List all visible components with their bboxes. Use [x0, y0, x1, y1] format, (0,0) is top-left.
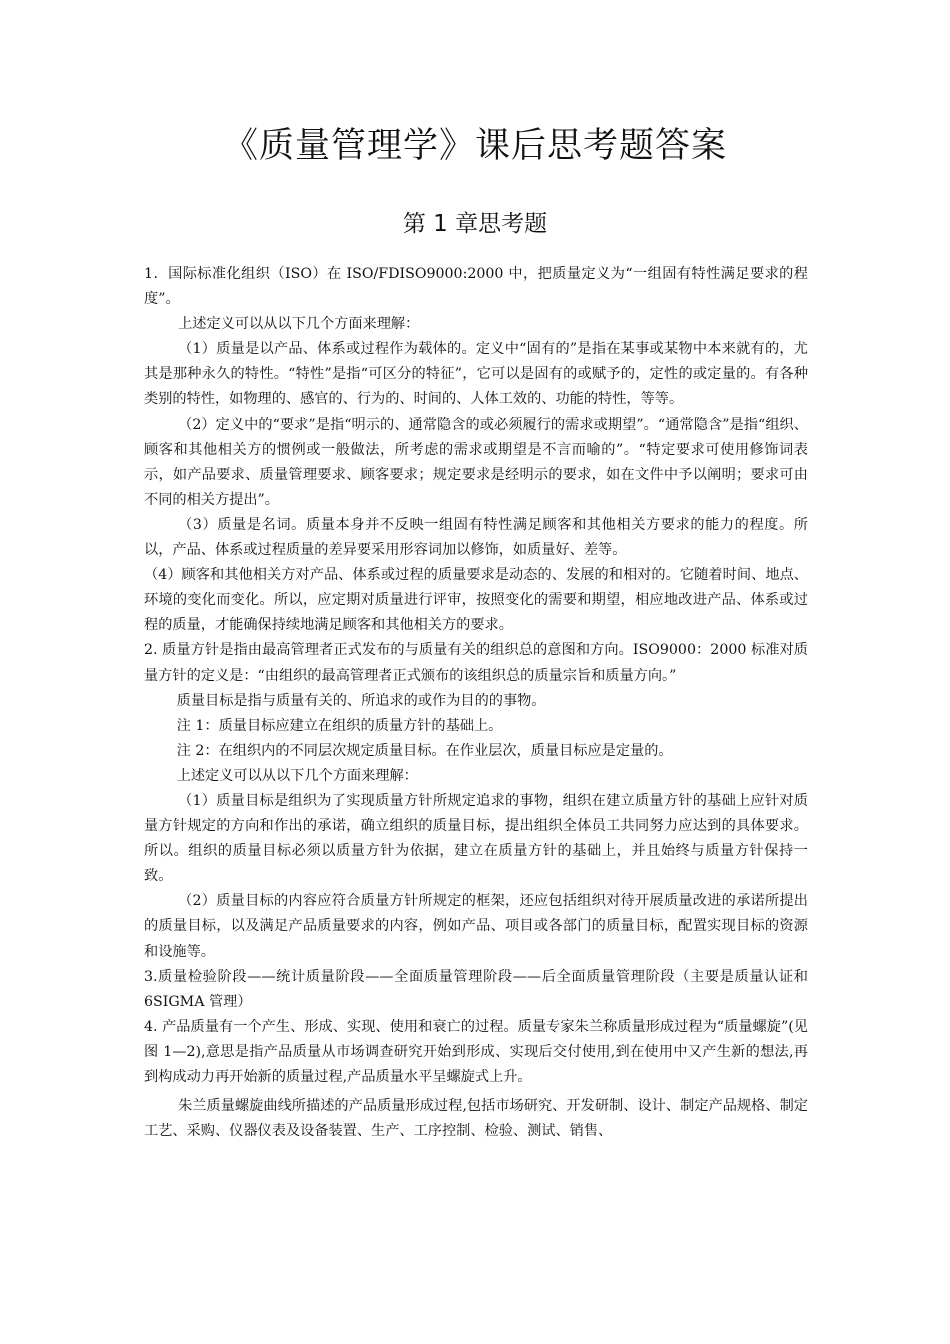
- paragraph-8: 质量目标是指与质量有关的、所追求的或作为目的的事物。: [176, 692, 546, 709]
- paragraph-1: 1．国际标准化组织（ISO）在 ISO/FDISO9000:2000 中，把质量定义为“一组固有特性满足要求的程度”。: [144, 266, 808, 308]
- document-body: [144, 262, 808, 1144]
- paragraph-14: 3.质量检验阶段——统计质量阶段——全面质量管理阶段——后全面质量管理阶段（主要是质量认证和 6SIGMA 管理）: [144, 968, 808, 1010]
- paragraph-10: 注 2：在组织内的不同层次规定质量目标。在作业层次，质量目标应是定量的。: [176, 742, 673, 759]
- chapter-heading: 第 1 章思考题: [402, 211, 548, 237]
- paragraph-11: 上述定义可以从以下几个方面来理解：: [176, 767, 418, 784]
- paragraph-15: 4. 产品质量有一个产生、形成、实现、使用和衰亡的过程。质量专家朱兰称质量形成过程为“质量螺旋”(见图 1—2),意思是指产品质量从市场调查研究开始到形成、实现后交付使用,到在使用中又产生新的想法,再到构成动力再开始新的质量过程,产品质量水平呈螺旋式上升。: [144, 1018, 808, 1085]
- paragraph-16: 朱兰质量螺旋曲线所描述的产品质量形成过程,包括市场研究、开发研制、设计、制定产品规格、制定工艺、采购、仪器仪表及设备装置、生产、工序控制、检验、测试、销售、: [144, 1098, 808, 1140]
- paragraph-6: （4）顾客和其他相关方对产品、体系或过程的质量要求是动态的、发展的和相对的。它随着时间、地点、环境的变化而变化。所以，应定期对质量进行评审，按照变化的需要和期望，相应地改进产品、体系或过程的质量，才能确保持续地满足顾客和其他相关方的要求。: [144, 567, 808, 634]
- document-title: 《质量管理学》课后思考题答案: [222, 126, 727, 166]
- paragraph-4: （2）定义中的“要求”是指“明示的、通常隐含的或必须履行的需求或期望”。“通常隐含”是指“组织、顾客和其他相关方的惯例或一般做法，所考虑的需求或期望是不言而喻的”。“特定要求可使用修饰词表示，如产品要求、质量管理要求、顾客要求；规定要求是经明示的要求，如在文件中予以阐明；要求可由不同的相关方提出”。: [144, 416, 808, 508]
- paragraph-7: 2. 质量方针是指由最高管理者正式发布的与质量有关的组织总的意图和方向。ISO9000：2000 标准对质量方针的定义是：“由组织的最高管理者正式颁布的该组织总的质量宗旨和质量方向。”: [144, 642, 808, 684]
- paragraph-13: （2）质量目标的内容应符合质量方针所规定的框架，还应包括组织对待开展质量改进的承诺所提出的质量目标，以及满足产品质量要求的内容，例如产品、项目或各部门的质量目标，配置实现目标的资源和设施等。: [144, 893, 808, 960]
- paragraph-3: （1）质量是以产品、体系或过程作为载体的。定义中“固有的”是指在某事或某物中本来就有的，尤其是那种永久的特性。“特性”是指“可区分的特征”，它可以是固有的或赋予的，定性的或定量的。有各种类别的特性，如物理的、感官的、行为的、时间的、人体工效的、功能的特性，等等。: [144, 341, 808, 408]
- paragraph-9: 注 1：质量目标应建立在组织的质量方针的基础上。: [176, 717, 503, 734]
- paragraph-5: （3）质量是名词。质量本身并不反映一组固有特性满足顾客和其他相关方要求的能力的程度。所以，产品、体系或过程质量的差异要采用形容词加以修饰，如质量好、差等。: [144, 516, 808, 559]
- paragraph-12: （1）质量目标是组织为了实现质量方针所规定追求的事物，组织在建立质量方针的基础上应针对质量方针规定的方向和作出的承诺，确立组织的质量目标，提出组织全体员工共同努力应达到的具体要求。所以。组织的质量目标必须以质量方针为依据，建立在质量方针的基础上，并且始终与质量方针保持一致。: [144, 792, 808, 885]
- paragraph-2: 上述定义可以从以下几个方面来理解：: [178, 316, 420, 333]
